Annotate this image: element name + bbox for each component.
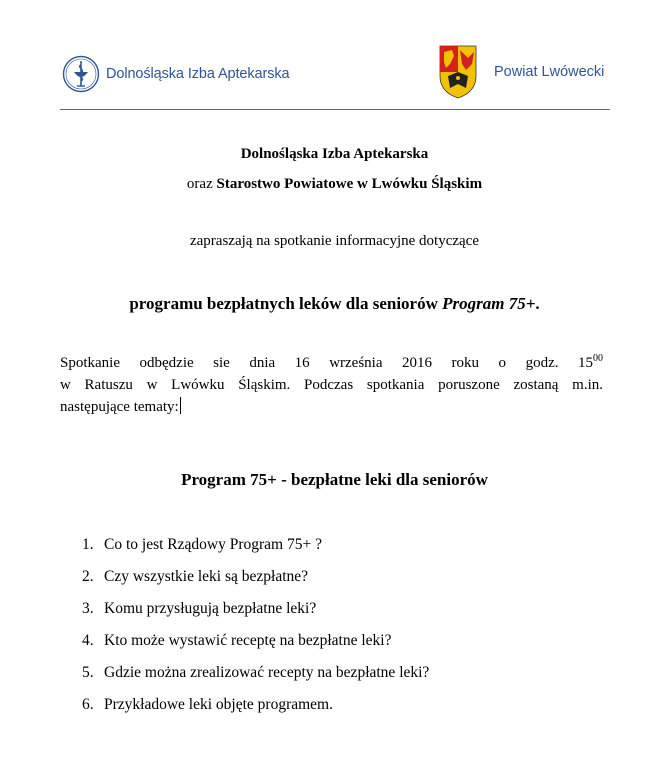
text-cursor: [180, 397, 181, 414]
header-divider: [60, 109, 610, 110]
organizer-subtitle: [0, 176, 669, 193]
right-org-name: Powiat Lwówecki: [494, 64, 605, 80]
program-title-main: programu bezpłatnych leków dla seniorów: [129, 294, 443, 313]
list-number: 6.: [82, 696, 94, 713]
program-title-end: .: [535, 294, 540, 313]
list-text: Co to jest Rządowy Program 75+ ?: [104, 536, 322, 553]
bowl-of-hygieia-logo-icon: [62, 55, 100, 93]
list-text: Komu przysługują bezpłatne leki?: [104, 600, 317, 617]
list-item: [82, 536, 322, 560]
paragraph-line-3: [60, 396, 603, 418]
list-text: Przykładowe leki objęte programem.: [104, 696, 333, 713]
meeting-paragraph: [60, 352, 603, 418]
list-number: 4.: [82, 632, 94, 649]
program-title: [0, 294, 669, 314]
list-number: 5.: [82, 664, 94, 681]
list-item: [82, 632, 391, 656]
header-right: [438, 44, 604, 100]
list-text: Gdzie można zrealizować recepty na bezpłatne leki?: [104, 664, 430, 681]
section-title: Program 75+ - bezpłatne leki dla seniorów: [181, 470, 488, 489]
list-item: [82, 664, 429, 688]
invitation-text: zapraszają na spotkanie informacyjne dotyczące: [189, 233, 479, 249]
list-item: [82, 600, 316, 624]
list-text: Kto może wystawić receptę na bezpłatne leki?: [104, 632, 392, 649]
list-number: 3.: [82, 600, 94, 617]
program-title-emphasis: Program 75+: [442, 294, 536, 313]
list-item: [82, 568, 308, 592]
list-number: 1.: [82, 536, 94, 553]
paragraph-line-1: [60, 352, 603, 374]
paragraph-line-3-text: następujące tematy:: [60, 399, 179, 415]
list-number: 2.: [82, 568, 94, 585]
list-text: Czy wszystkie leki są bezpłatne?: [104, 568, 309, 585]
header-left: [62, 54, 290, 94]
time-superscript: 00: [593, 353, 603, 364]
organizer-subtitle-prefix: oraz: [186, 176, 217, 192]
paragraph-line-1-text: Spotkanie odbędzie sie dnia 16 września 2016 roku o godz. 15: [60, 355, 593, 371]
county-crest-icon: [438, 44, 478, 100]
list-item: [82, 696, 333, 720]
organizer-subtitle-bold: Starostwo Powiatowe w Lwówku Śląskim: [216, 176, 483, 192]
organizer-title: Dolnośląska Izba Aptekarska: [240, 146, 429, 162]
left-org-name: Dolnośląska Izba Aptekarska: [106, 66, 290, 82]
paragraph-line-2: w Ratuszu w Lwówku Śląskim. Podczas spotkania poruszone zostaną m.in.: [60, 377, 603, 393]
